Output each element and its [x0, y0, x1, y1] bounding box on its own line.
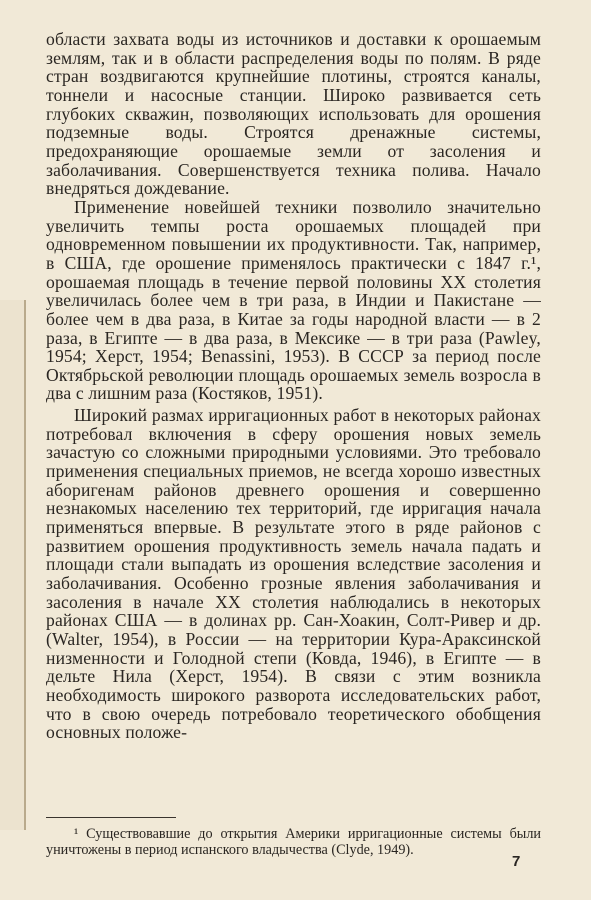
- paragraph-2: Применение новейшей техники позволило значительно увеличить темпы роста орошаемых площадей при одновременном повышении их продуктивности. Так, например, в США, где орошение применялось практически с 1847 г.¹, орошаемая площадь в течение первой половины XX столетия увеличилась более чем в три раза, в Индии и Пакистане — более чем в два раза, в Китае за годы народной власти — в 2 раза, в Египте — в два раза, в Мексике — в три раза (Pawley, 1954; Херст, 1954; Benassini, 1953). В СССР за период после Октябрьской революции площадь орошаемых земель возросла в два с лишним раза (Костяков, 1951).: [46, 196, 541, 404]
- paragraph-3: Широкий размах ирригационных работ в некоторых районах потребовал включения в сферу орошения новых земель зачастую со сложными природными условиями. Это требовало применения специальных приемов, не всегда хорошо известных аборигенам районов древнего орошения и совершенно незнакомых населению тех территорий, где ирригация начала применяться впервые. В результате этого в ряде районов с развитием орошения продуктивность земель начала падать и площади стали выпадать из орошения вследствие засоления и заболачивания. Особенно грозные явления заболачивания и засоления в начале XX столетия наблюдались в некоторых районах США — в долинах рр. Сан-Хоакин, Солт-Ривер и др. (Walter, 1954), в России — на территории Кура-Араксинской низменности и Голодной степи (Ковда, 1946), в Египте — в дельте Нила (Херст, 1954). В связи с этим возникла необходимость широкого разворота исследовательских работ, что в свою очередь потребовало теоретического обобщения основных положе-: [46, 405, 541, 743]
- page-number: 7: [512, 853, 521, 870]
- page-edge: [0, 300, 26, 830]
- paragraph-1: области захвата воды из источников и доставки к орошаемым землям, так и в области распределения воды по полям. В ряде стран воздвигаются крупнейшие плотины, строятся каналы, тоннели и насосные станции. Широко развивается сеть глубоких скважин, позволяющих использовать для орошения подземные воды. Строятся дренажные системы, предохраняющие орошаемые земли от засоления и заболачивания. Совершенствуется техника полива. Начало внедряться дождевание.: [46, 29, 541, 199]
- footnote: ¹ Существовавшие до открытия Америки ирригационные системы были уничтожены в период испанского владычества (Clyde, 1949).: [46, 826, 541, 858]
- footnote-divider: [46, 817, 176, 818]
- body-text: [46, 30, 541, 742]
